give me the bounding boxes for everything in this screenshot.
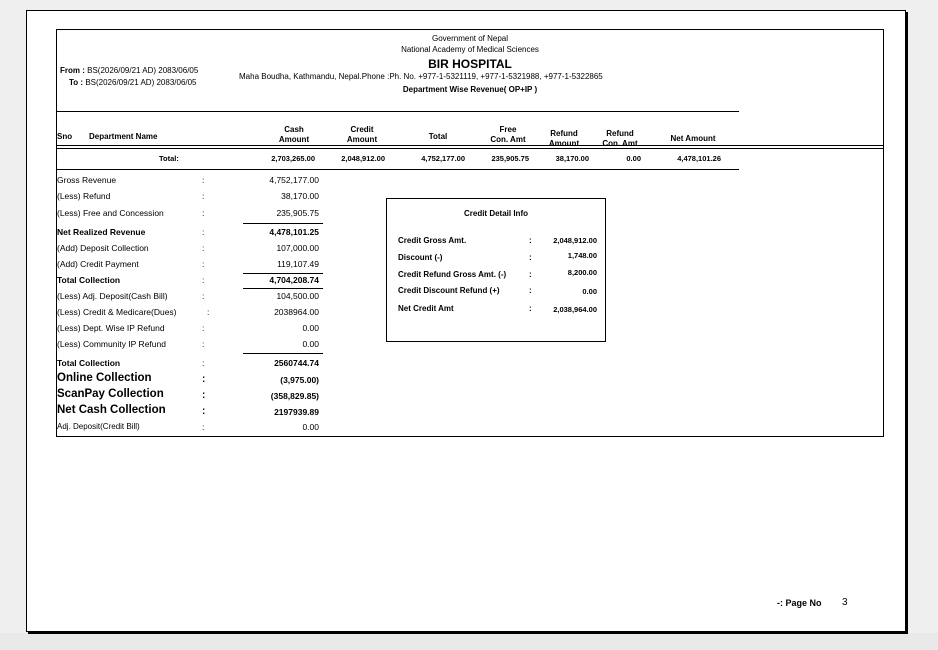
summary-colon: : xyxy=(202,275,205,285)
summary-colon: : xyxy=(202,227,205,237)
credit-detail-colon: : xyxy=(529,286,532,295)
page-number: 3 xyxy=(842,597,848,608)
summary-value: (358,829.85) xyxy=(270,391,319,401)
summary-label: (Add) Credit Payment xyxy=(57,259,139,269)
from-label: From : xyxy=(60,66,85,75)
summary-label: (Less) Community IP Refund xyxy=(57,339,166,349)
col-credit-l1: Credit xyxy=(350,125,374,134)
to-value: BS(2026/09/21 AD) 2083/06/05 xyxy=(85,78,197,87)
col-cash-l1: Cash xyxy=(284,125,304,134)
summary-colon: : xyxy=(202,175,205,185)
hospital-address: Maha Boudha, Kathmandu, Nepal.Phone :Ph. No. +977-1-5321119, +977-1-5321988, +977-1-5322865 xyxy=(239,72,603,81)
summary-label: Net Cash Collection xyxy=(57,404,166,416)
academy-heading: National Academy of Medical Sciences xyxy=(401,45,539,54)
summary-colon: : xyxy=(207,307,210,317)
summary-rule xyxy=(243,288,323,289)
summary-label: (Less) Free and Concession xyxy=(57,208,164,218)
col-department: Department Name xyxy=(89,132,158,141)
total-refund-con: 0.00 xyxy=(626,154,641,163)
credit-detail-label: Credit Discount Refund (+) xyxy=(398,286,500,295)
summary-value: 2038964.00 xyxy=(274,307,319,317)
summary-colon: : xyxy=(202,358,205,368)
summary-label: Net Realized Revenue xyxy=(57,227,146,237)
total-row-rule xyxy=(57,169,739,170)
summary-value: 119,107.49 xyxy=(277,259,319,269)
summary-label: Total Collection xyxy=(57,358,121,368)
summary-label: (Less) Credit & Medicare(Dues) xyxy=(57,307,177,317)
col-credit-l2: Amount xyxy=(346,135,378,144)
summary-rule xyxy=(243,353,323,354)
total-net: 4,478,101.26 xyxy=(677,154,721,163)
total-total: 4,752,177.00 xyxy=(421,154,465,163)
header-top-rule xyxy=(57,111,739,112)
credit-detail-colon: : xyxy=(529,304,532,313)
from-value: BS(2026/09/21 AD) 2083/06/05 xyxy=(87,66,199,75)
summary-value: 0.00 xyxy=(302,422,319,432)
credit-detail-label: Credit Refund Gross Amt. (-) xyxy=(398,270,507,279)
col-free xyxy=(483,125,533,145)
credit-detail-colon: : xyxy=(529,270,532,279)
col-total: Total xyxy=(428,132,448,141)
col-free-l2: Con. Amt xyxy=(490,135,526,144)
summary-label: (Less) Adj. Deposit(Cash Bill) xyxy=(57,291,168,301)
col-cash xyxy=(269,125,319,145)
summary-label: Online Collection xyxy=(57,372,152,384)
summary-value: 4,752,177.00 xyxy=(269,175,319,185)
col-refund-l2: Amount xyxy=(548,139,580,148)
total-refund: 38,170.00 xyxy=(555,154,589,163)
summary-colon: : xyxy=(202,191,205,201)
credit-detail-value: 2,038,964.00 xyxy=(553,305,597,314)
summary-label: Adj. Deposit(Credit Bill) xyxy=(57,422,140,431)
summary-colon: : xyxy=(202,243,205,253)
page-number-label: -: Page No xyxy=(777,598,822,608)
summary-colon: : xyxy=(202,208,205,218)
credit-detail-colon: : xyxy=(529,253,532,262)
summary-value: 4,478,101.25 xyxy=(269,227,319,237)
to-date xyxy=(69,78,197,87)
total-free: 235,905.75 xyxy=(491,154,529,163)
summary-colon: : xyxy=(202,374,206,385)
gov-heading: Government of Nepal xyxy=(431,34,509,43)
summary-label: (Less) Dept. Wise IP Refund xyxy=(57,323,165,333)
summary-label: Total Collection xyxy=(57,275,121,285)
credit-detail-title: Credit Detail Info xyxy=(463,209,528,218)
summary-value: 0.00 xyxy=(302,339,319,349)
credit-detail-box xyxy=(386,198,606,342)
summary-rule xyxy=(243,273,323,274)
total-row-label: Total: xyxy=(159,154,179,163)
hospital-name: BIR HOSPITAL xyxy=(428,57,512,71)
col-refund-con-l2: Con. Amt xyxy=(602,139,638,148)
summary-value: 2197939.89 xyxy=(274,407,319,417)
col-refund xyxy=(539,129,589,149)
summary-value: 38,170.00 xyxy=(281,191,319,201)
report-title: Department Wise Revenue( OP+IP ) xyxy=(402,85,538,94)
summary-rule xyxy=(243,223,323,224)
col-refund-con-l1: Refund xyxy=(606,129,634,138)
header-bottom-rule xyxy=(57,145,883,146)
credit-detail-label: Discount (-) xyxy=(398,253,443,262)
summary-colon: : xyxy=(202,323,205,333)
summary-colon: : xyxy=(202,422,205,432)
summary-value: 0.00 xyxy=(302,323,319,333)
credit-detail-value: 8,200.00 xyxy=(567,268,597,277)
credit-detail-value: 2,048,912.00 xyxy=(553,236,597,245)
summary-colon: : xyxy=(202,339,205,349)
col-refund-l1: Refund xyxy=(550,129,578,138)
summary-colon: : xyxy=(202,259,205,269)
summary-value: 4,704,208.74 xyxy=(269,275,319,285)
to-label: To : xyxy=(69,78,84,87)
col-free-l1: Free xyxy=(499,125,517,134)
total-cash: 2,703,265.00 xyxy=(271,154,315,163)
summary-value: 107,000.00 xyxy=(276,243,319,253)
credit-detail-colon: : xyxy=(529,236,532,245)
bottom-strip xyxy=(0,633,938,650)
total-credit: 2,048,912.00 xyxy=(341,154,385,163)
report-page xyxy=(26,10,906,632)
summary-value: 2560744.74 xyxy=(274,358,319,368)
credit-detail-value: 0.00 xyxy=(582,287,597,296)
summary-label: ScanPay Collection xyxy=(57,388,164,400)
from-date xyxy=(60,66,198,75)
summary-colon: : xyxy=(202,390,206,401)
summary-colon: : xyxy=(202,291,205,301)
header-bottom-rule-2 xyxy=(57,148,883,149)
col-credit xyxy=(337,125,387,145)
col-cash-l2: Amount xyxy=(278,135,310,144)
summary-value: 235,905.75 xyxy=(276,208,319,218)
col-refund-con xyxy=(595,129,645,149)
credit-detail-label: Net Credit Amt xyxy=(398,304,454,313)
summary-label: (Less) Refund xyxy=(57,191,111,201)
credit-detail-label: Credit Gross Amt. xyxy=(398,236,467,245)
summary-value: 104,500.00 xyxy=(276,291,319,301)
summary-colon: : xyxy=(202,406,206,417)
col-sno: Sno xyxy=(57,132,73,141)
summary-value: (3,975.00) xyxy=(280,375,319,385)
summary-label: (Add) Deposit Collection xyxy=(57,243,149,253)
col-net: Net Amount xyxy=(670,134,716,143)
summary-label: Gross Revenue xyxy=(57,175,117,185)
credit-detail-value: 1,748.00 xyxy=(567,251,597,260)
